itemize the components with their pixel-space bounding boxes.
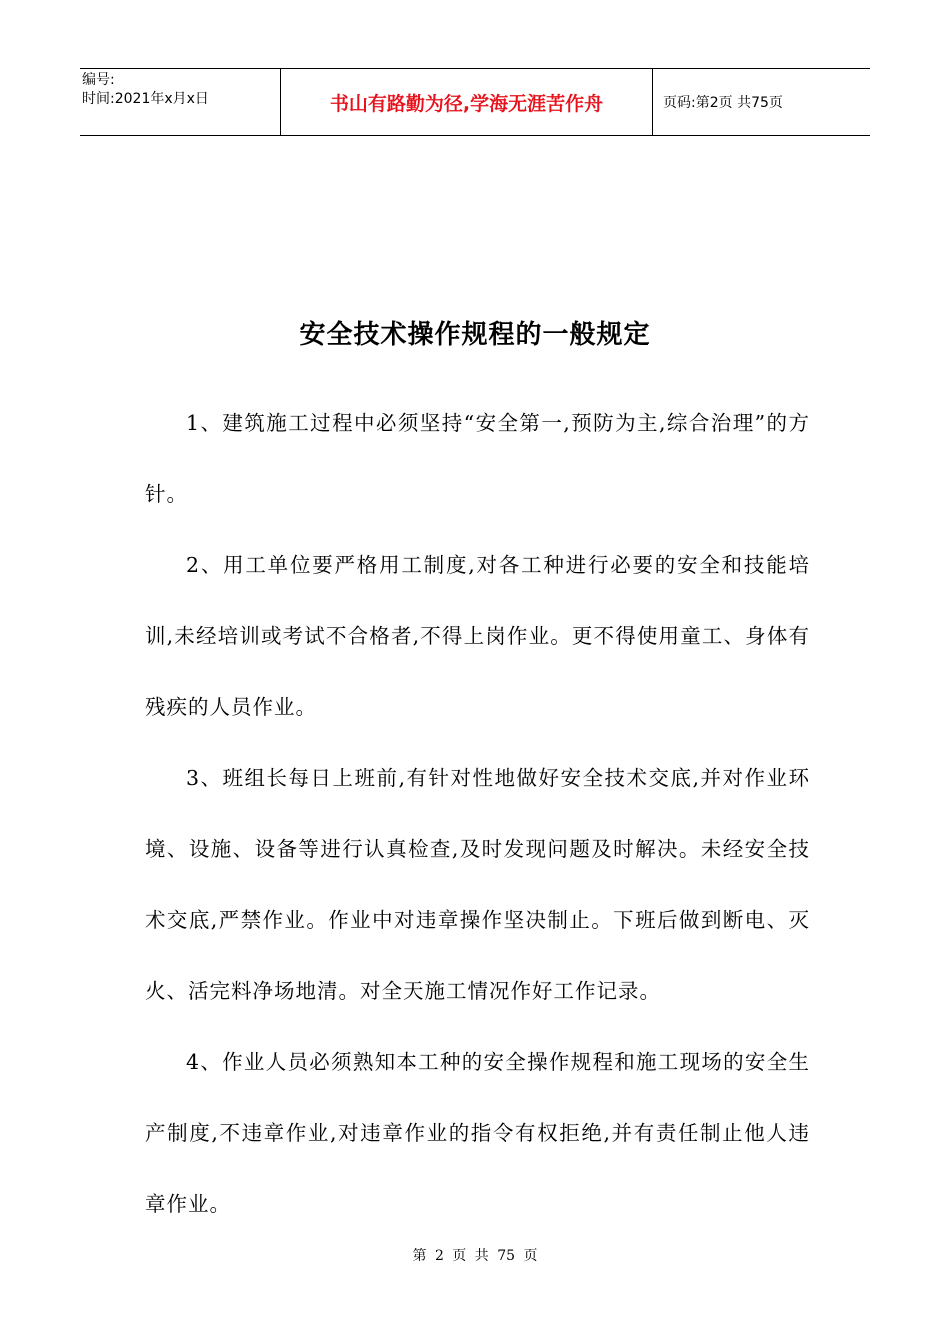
page-footer: 第 2 页 共 75 页 bbox=[412, 1248, 538, 1264]
paragraph-2: 2、用工单位要严格用工制度,对各工种进行必要的安全和技能培训,未经培训或考试不合格者,不得上岗作业。更不得使用童工、身体有残疾的人员作业。 bbox=[145, 553, 810, 719]
header-motto-cell bbox=[281, 69, 653, 135]
number-label: 编号: bbox=[82, 72, 115, 88]
document-body bbox=[145, 388, 810, 1240]
paragraph-4: 4、作业人员必须熟知本工种的安全操作规程和施工现场的安全生产制度,不违章作业,对违章作业的指令有权拒绝,并有责任制止他人违章作业。 bbox=[145, 1050, 810, 1216]
time-label: 时间:2021年x月x日 bbox=[82, 91, 209, 107]
paragraph-1: 1、建筑施工过程中必须坚持“安全第一,预防为主,综合治理”的方针。 bbox=[145, 411, 810, 506]
page-info: 页码:第2页 共75页 bbox=[663, 95, 783, 111]
document-title: 安全技术操作规程的一般规定 bbox=[299, 320, 651, 350]
page-header bbox=[80, 68, 870, 136]
paragraph-3: 3、班组长每日上班前,有针对性地做好安全技术交底,并对作业环境、设施、设备等进行认真检查,及时发现问题及时解决。未经安全技术交底,严禁作业。作业中对违章操作坚决制止。下班后做到断电、灭火、活完料净场地清。对全天施工情况作好工作记录。 bbox=[145, 766, 810, 1003]
motto-text: 书山有路勤为径,学海无涯苦作舟 bbox=[329, 92, 604, 115]
header-meta-cell bbox=[80, 69, 281, 135]
header-page-cell bbox=[653, 69, 870, 135]
